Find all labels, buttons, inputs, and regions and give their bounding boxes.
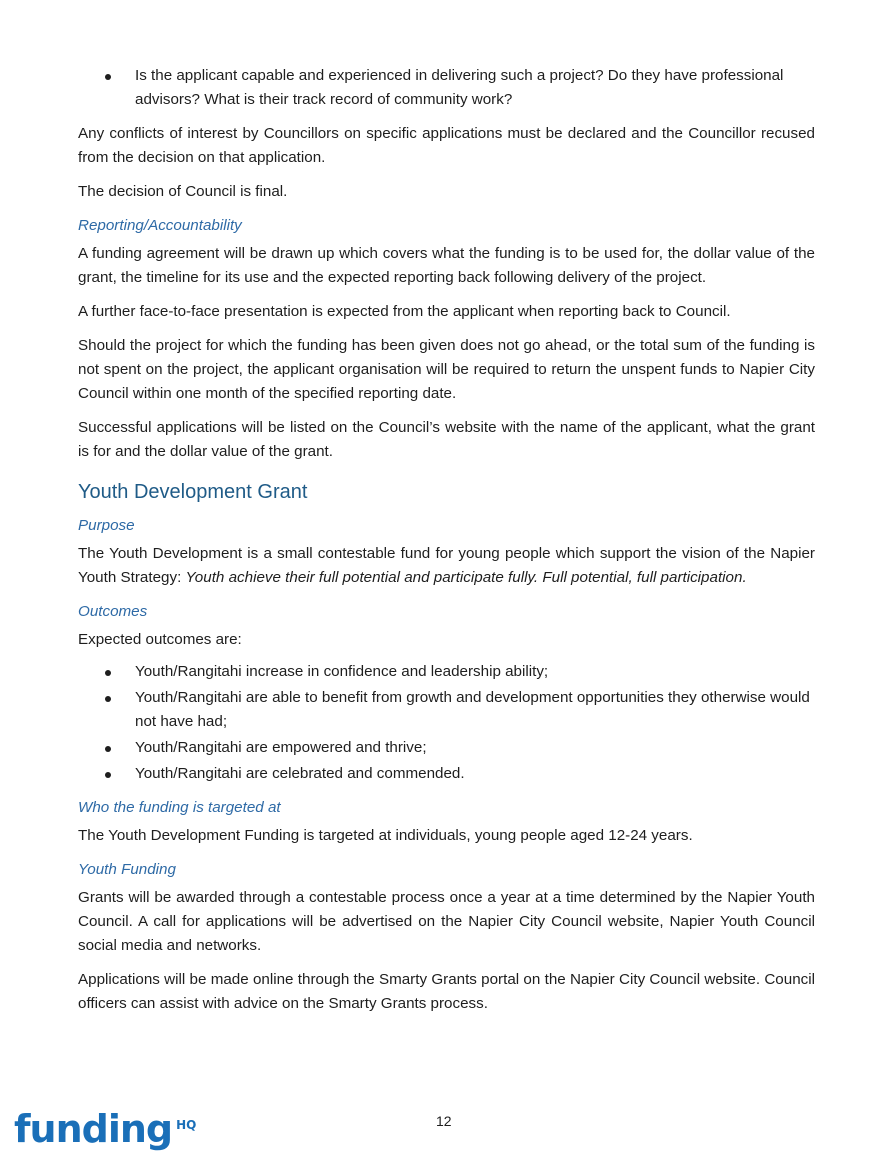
list-item: Youth/Rangitahi increase in confidence and leadership ability; [78,660,815,684]
outcomes-list [78,660,815,786]
list-item: Is the applicant capable and experienced in delivering such a project? Do they have professional advisors? What is their track record of community work? [78,64,815,112]
section-heading: Outcomes [78,603,148,620]
list-item: Youth/Rangitahi are able to benefit from growth and development opportunities they otherwise would not have had; [78,686,815,734]
paragraph: Any conflicts of interest by Councillors on specific applications must be declared and the Councillor recused from the decision on that application. [78,125,815,166]
paragraph: Grants will be awarded through a contestable process once a year at a time determined by the Napier Youth Council. A call for applications will be advertised on the Napier City Council website, Napier Youth Council social media and networks. [78,889,815,954]
bullet-icon [105,696,111,702]
logo-suffix: HQ [176,1118,197,1132]
vision-quote: Youth achieve their full potential and participate fully. Full potential, full participation. [185,569,747,586]
list-item: Youth/Rangitahi are empowered and thrive; [78,736,815,760]
paragraph: Successful applications will be listed on the Council’s website with the name of the applicant, what the grant is for and the dollar value of the grant. [78,419,815,460]
section-heading: Reporting/Accountability [78,217,242,234]
paragraph: Should the project for which the funding has been given does not go ahead, or the total sum of the funding is not spent on the project, the applicant organisation will be required to return the unspent funds to Napier City Council within one month of the specified reporting date. [78,337,815,402]
page-number: 12 [436,1113,452,1129]
paragraph: Applications will be made online through the Smarty Grants portal on the Napier City Council website. Council officers can assist with advice on the Smarty Grants process. [78,971,815,1012]
purpose-paragraph: The Youth Development is a small contestable fund for young people which support the vision of the Napier Youth Strategy: Youth achieve their full potential and participate fully. Full potential, full participation. [78,545,815,586]
paragraph: Expected outcomes are: [78,631,242,648]
criteria-list [78,64,815,112]
bullet-icon [105,670,111,676]
document-body [78,64,815,1026]
bullet-icon [105,772,111,778]
grant-title: Youth Development Grant [78,481,308,503]
paragraph: The decision of Council is final. [78,183,288,200]
paragraph: A further face-to-face presentation is expected from the applicant when reporting back to Council. [78,303,731,320]
section-heading: Who the funding is targeted at [78,799,281,816]
logo-word: funding [14,1107,173,1151]
bullet-icon [105,74,111,80]
bullet-icon [105,746,111,752]
list-item: Youth/Rangitahi are celebrated and commended. [78,762,815,786]
paragraph: The Youth Development Funding is targeted at individuals, young people aged 12-24 years. [78,827,693,844]
funding-hq-logo [14,1106,196,1152]
section-heading: Youth Funding [78,861,176,878]
section-heading: Purpose [78,517,135,534]
paragraph: A funding agreement will be drawn up which covers what the funding is to be used for, the dollar value of the grant, the timeline for its use and the expected reporting back following delivery of the project. [78,245,815,286]
